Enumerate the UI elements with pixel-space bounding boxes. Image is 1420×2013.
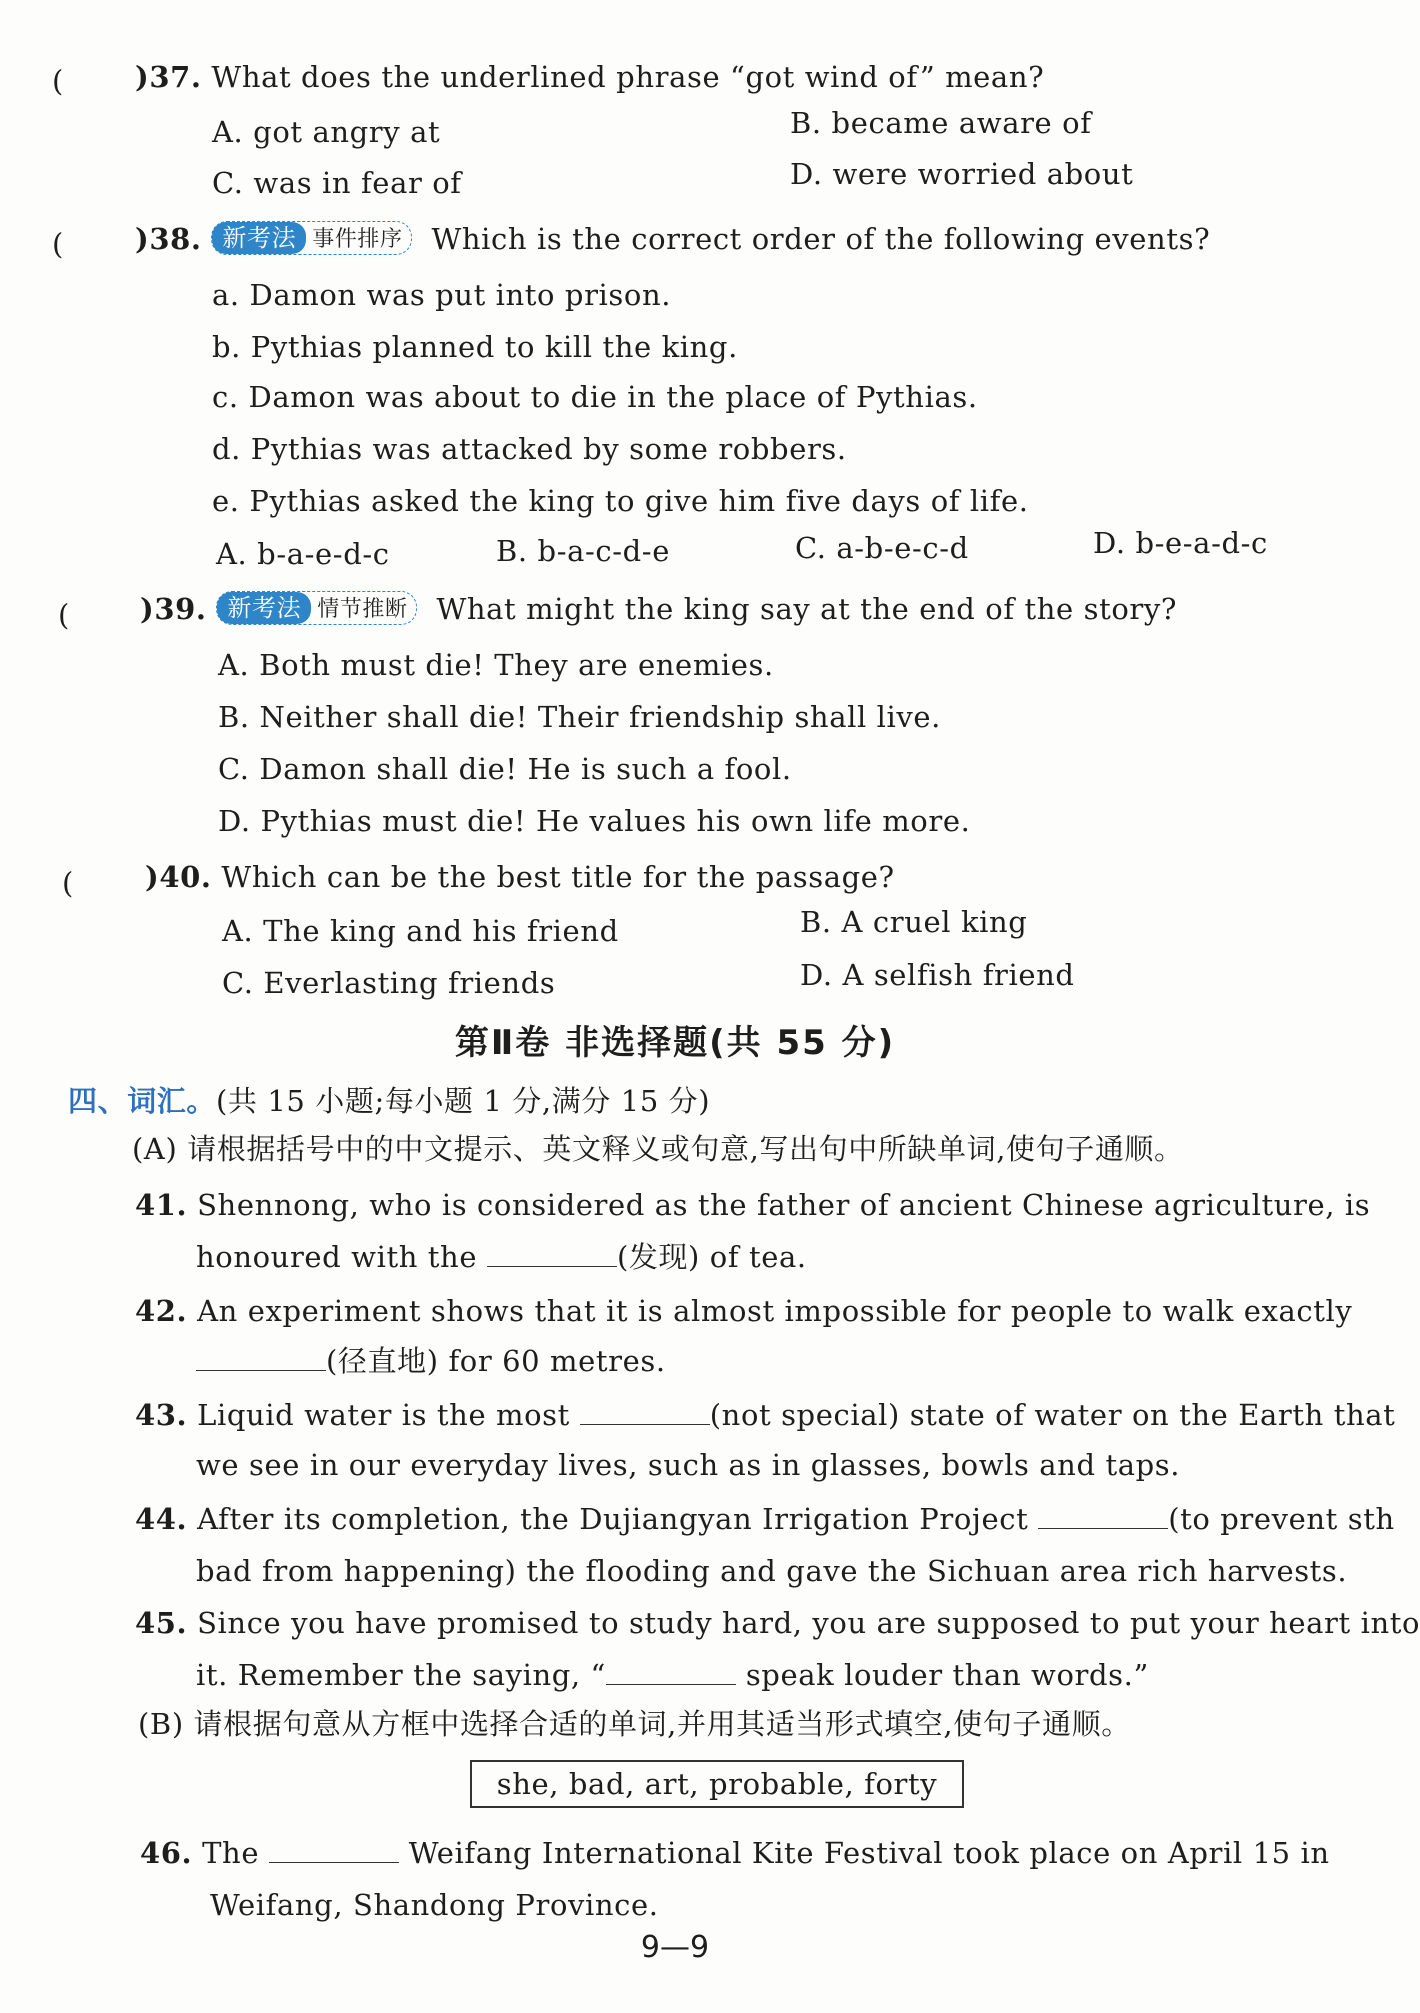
option-d: D. Pythias must die! He values his own life more. [218,804,971,838]
new-exam-badge [211,221,411,255]
event-a: a. Damon was put into prison. [212,278,672,312]
question-number: 45. [135,1606,188,1640]
question-number: 46. [140,1836,193,1870]
new-exam-badge [216,591,416,625]
question-44 [135,1500,1395,1538]
question-45-line-2 [196,1656,1149,1694]
question-46 [140,1834,1330,1872]
text-after-blank: (not special) state of water on the Earth that [709,1398,1396,1432]
question-line-1: Since you have promised to study hard, you are supposed to put your heart into [197,1606,1420,1640]
badge-tag: 新考法 [212,222,306,254]
question-45 [135,1604,1420,1642]
badge-text: 情节推断 [317,597,408,622]
option-c: C. Damon shall die! He is such a fool. [218,752,792,786]
question-number: )40. [145,860,212,894]
answer-blank[interactable] [487,1238,617,1267]
option-b: B. Neither shall die! Their friendship shall live. [218,700,941,734]
question-40 [145,858,895,896]
event-b: b. Pythias planned to kill the king. [212,330,738,364]
answer-blank[interactable] [1038,1500,1168,1529]
text-after-blank: Weifang International Kite Festival took place on April 15 in [408,1836,1330,1870]
question-38 [135,220,1210,258]
question-42-line-2 [196,1342,666,1380]
badge-text: 事件排序 [312,227,403,252]
question-stem: What might the king say at the end of the story? [436,592,1177,626]
option-d: D. A selfish friend [800,958,1075,992]
text-before-blank: Liquid water is the most [197,1398,570,1432]
text-before-blank: After its completion, the Dujiangyan Irrigation Project [197,1502,1029,1536]
part4-a-instructions: (A) 请根据括号中的中文提示、英文释义或句意,写出句中所缺单词,使句子通顺。 [132,1132,1184,1166]
option-b: B. A cruel king [800,905,1028,939]
option-a: A. b-a-e-d-c [216,537,390,571]
part4-b-instructions: (B) 请根据句意从方框中选择合适的单词,并用其适当形式填空,使句子通顺。 [138,1707,1131,1741]
text-after-blank: speak louder than words.” [745,1658,1149,1692]
part4-heading [68,1082,710,1120]
question-number: 43. [135,1398,188,1432]
option-c: C. a-b-e-c-d [795,531,969,565]
event-e: e. Pythias asked the king to give him five days of life. [212,484,1029,518]
question-stem: What does the underlined phrase “got wind of” mean? [211,60,1045,94]
event-d: d. Pythias was attacked by some robbers. [212,432,847,466]
option-a: A. got angry at [212,115,441,149]
question-number: 44. [135,1502,188,1536]
option-c: C. was in fear of [212,166,462,200]
text-after-blank: (发现) of tea. [616,1240,807,1274]
option-b: B. became aware of [790,106,1092,140]
option-a: A. Both must die! They are enemies. [218,648,774,682]
section-title: 第Ⅱ卷 非选择题(共 55 分) [454,1023,896,1063]
question-number: )38. [135,222,202,256]
text-before-blank: honoured with the [196,1240,478,1274]
question-number: 42. [135,1294,188,1328]
question-42 [135,1292,1352,1330]
question-43 [135,1396,1395,1434]
option-c: C. Everlasting friends [222,966,556,1000]
answer-blank[interactable] [269,1834,399,1863]
question-44-line-2: bad from happening) the flooding and gave the Sichuan area rich harvests. [196,1554,1348,1588]
question-number: )37. [135,60,202,94]
word-box: she, bad, art, probable, forty [470,1760,964,1808]
answer-paren[interactable]: ( [62,866,74,900]
page-number: 9—9 [640,1930,710,1965]
text-after-blank: (径直地) for 60 metres. [326,1344,666,1378]
option-b: B. b-a-c-d-e [496,534,670,568]
option-d: D. were worried about [790,157,1134,191]
question-number: )39. [140,592,207,626]
answer-blank[interactable] [606,1656,736,1685]
question-line-1: Shennong, who is considered as the father of ancient Chinese agriculture, is [197,1188,1371,1222]
text-before-blank: it. Remember the saying, “ [196,1658,606,1692]
question-43-line-2: we see in our everyday lives, such as in glasses, bowls and taps. [196,1448,1181,1482]
text-after-blank: (to prevent sth [1168,1502,1395,1536]
answer-paren[interactable]: ( [52,64,64,98]
event-c: c. Damon was about to die in the place of Pythias. [212,380,978,414]
question-41 [135,1186,1370,1224]
text-before-blank: The [202,1836,260,1870]
question-number: 41. [135,1188,188,1222]
question-stem: Which can be the best title for the passage? [221,860,895,894]
part4-label: 四、词汇。 [68,1084,217,1118]
question-line-1: An experiment shows that it is almost impossible for people to walk exactly [197,1294,1353,1328]
badge-tag: 新考法 [217,592,311,624]
question-41-line-2 [196,1238,807,1276]
option-d: D. b-e-a-d-c [1093,526,1268,560]
part4-info: (共 15 小题;每小题 1 分,满分 15 分) [216,1084,711,1118]
option-a: A. The king and his friend [222,914,619,948]
question-39 [140,590,1177,628]
answer-blank[interactable] [580,1396,710,1425]
answer-paren[interactable]: ( [52,227,64,261]
question-37 [135,58,1044,96]
question-stem: Which is the correct order of the following events? [431,222,1211,256]
question-46-line-2: Weifang, Shandong Province. [210,1888,659,1922]
answer-blank[interactable] [196,1342,326,1371]
answer-paren[interactable]: ( [58,598,70,632]
